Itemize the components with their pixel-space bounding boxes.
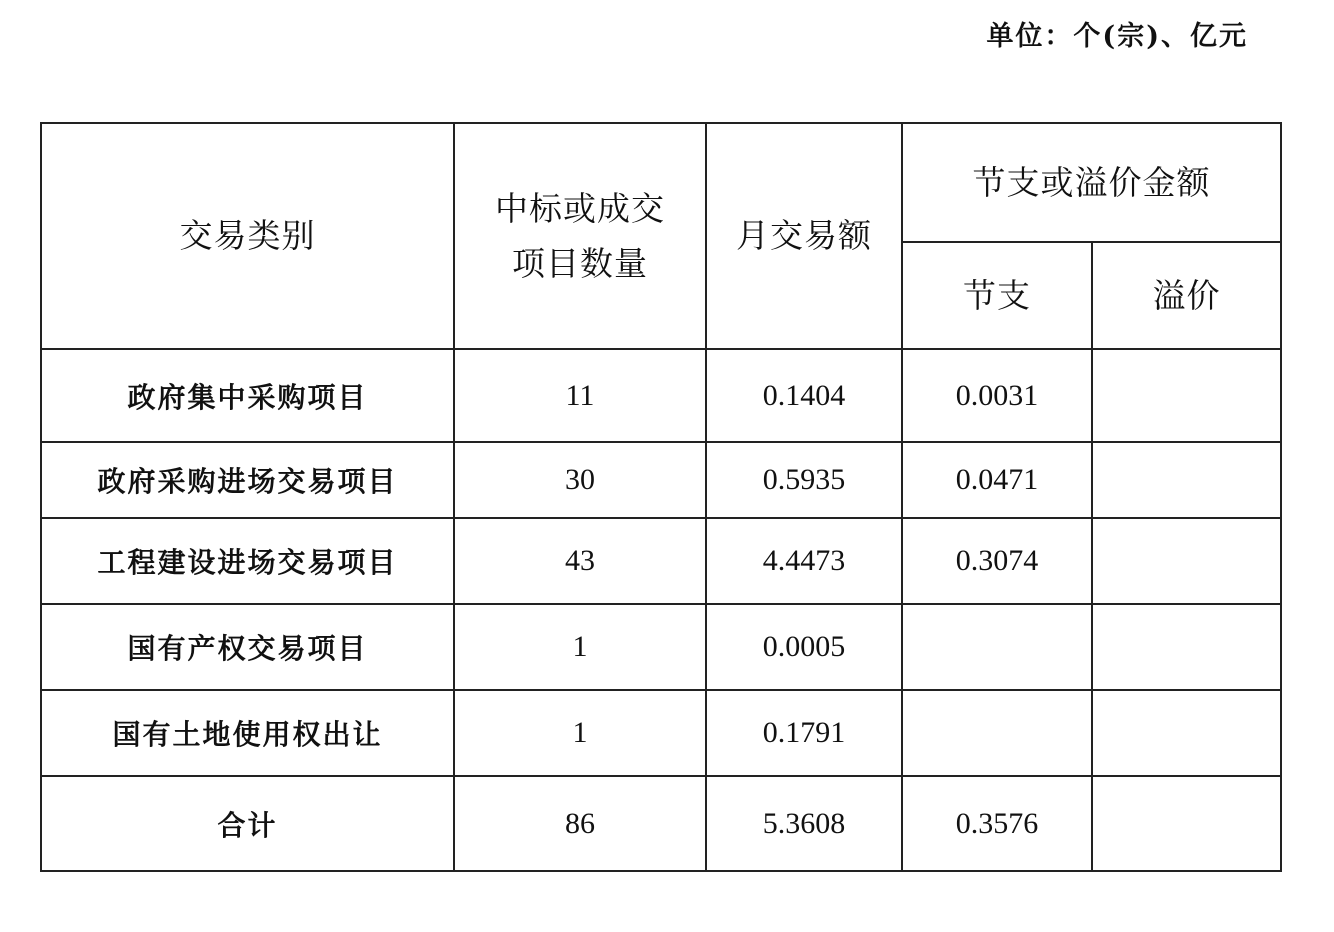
header-row-1 [41, 123, 1281, 242]
header-premium: 溢价 [1092, 242, 1281, 349]
cell-premium [1092, 604, 1281, 690]
cell-savings: 0.0471 [902, 442, 1092, 518]
cell-premium [1092, 776, 1281, 871]
cell-savings [902, 604, 1092, 690]
table-row [41, 518, 1281, 604]
cell-count: 86 [454, 776, 706, 871]
cell-premium [1092, 518, 1281, 604]
cell-amount: 0.1791 [706, 690, 902, 776]
unit-note: 单位：个(宗)、亿元 [986, 21, 1248, 52]
table-row [41, 442, 1281, 518]
cell-amount: 0.5935 [706, 442, 902, 518]
transaction-table [40, 122, 1282, 872]
cell-category: 国有土地使用权出让 [41, 690, 454, 776]
cell-amount: 0.1404 [706, 349, 902, 442]
cell-savings [902, 690, 1092, 776]
cell-savings: 0.3576 [902, 776, 1092, 871]
table-row [41, 604, 1281, 690]
cell-savings: 0.3074 [902, 518, 1092, 604]
header-monthly-amount: 月交易额 [706, 123, 902, 349]
header-count-line1: 中标或成交 [495, 188, 665, 228]
cell-savings: 0.0031 [902, 349, 1092, 442]
header-count [454, 123, 706, 349]
cell-category: 工程建设进场交易项目 [41, 518, 454, 604]
table-row-total [41, 776, 1281, 871]
cell-premium [1092, 442, 1281, 518]
cell-category: 国有产权交易项目 [41, 604, 454, 690]
cell-count: 11 [454, 349, 706, 442]
table-row [41, 690, 1281, 776]
cell-count: 1 [454, 690, 706, 776]
cell-count: 30 [454, 442, 706, 518]
cell-amount: 5.3608 [706, 776, 902, 871]
cell-count: 43 [454, 518, 706, 604]
cell-category: 政府集中采购项目 [41, 349, 454, 442]
header-savings-group: 节支或溢价金额 [902, 123, 1281, 242]
cell-amount: 0.0005 [706, 604, 902, 690]
cell-category: 合计 [41, 776, 454, 871]
cell-count: 1 [454, 604, 706, 690]
header-category: 交易类别 [41, 123, 454, 349]
cell-premium [1092, 690, 1281, 776]
table-row [41, 349, 1281, 442]
cell-premium [1092, 349, 1281, 442]
cell-amount: 4.4473 [706, 518, 902, 604]
header-count-line2: 项目数量 [512, 244, 648, 283]
header-savings: 节支 [902, 242, 1092, 349]
cell-category: 政府采购进场交易项目 [41, 442, 454, 518]
